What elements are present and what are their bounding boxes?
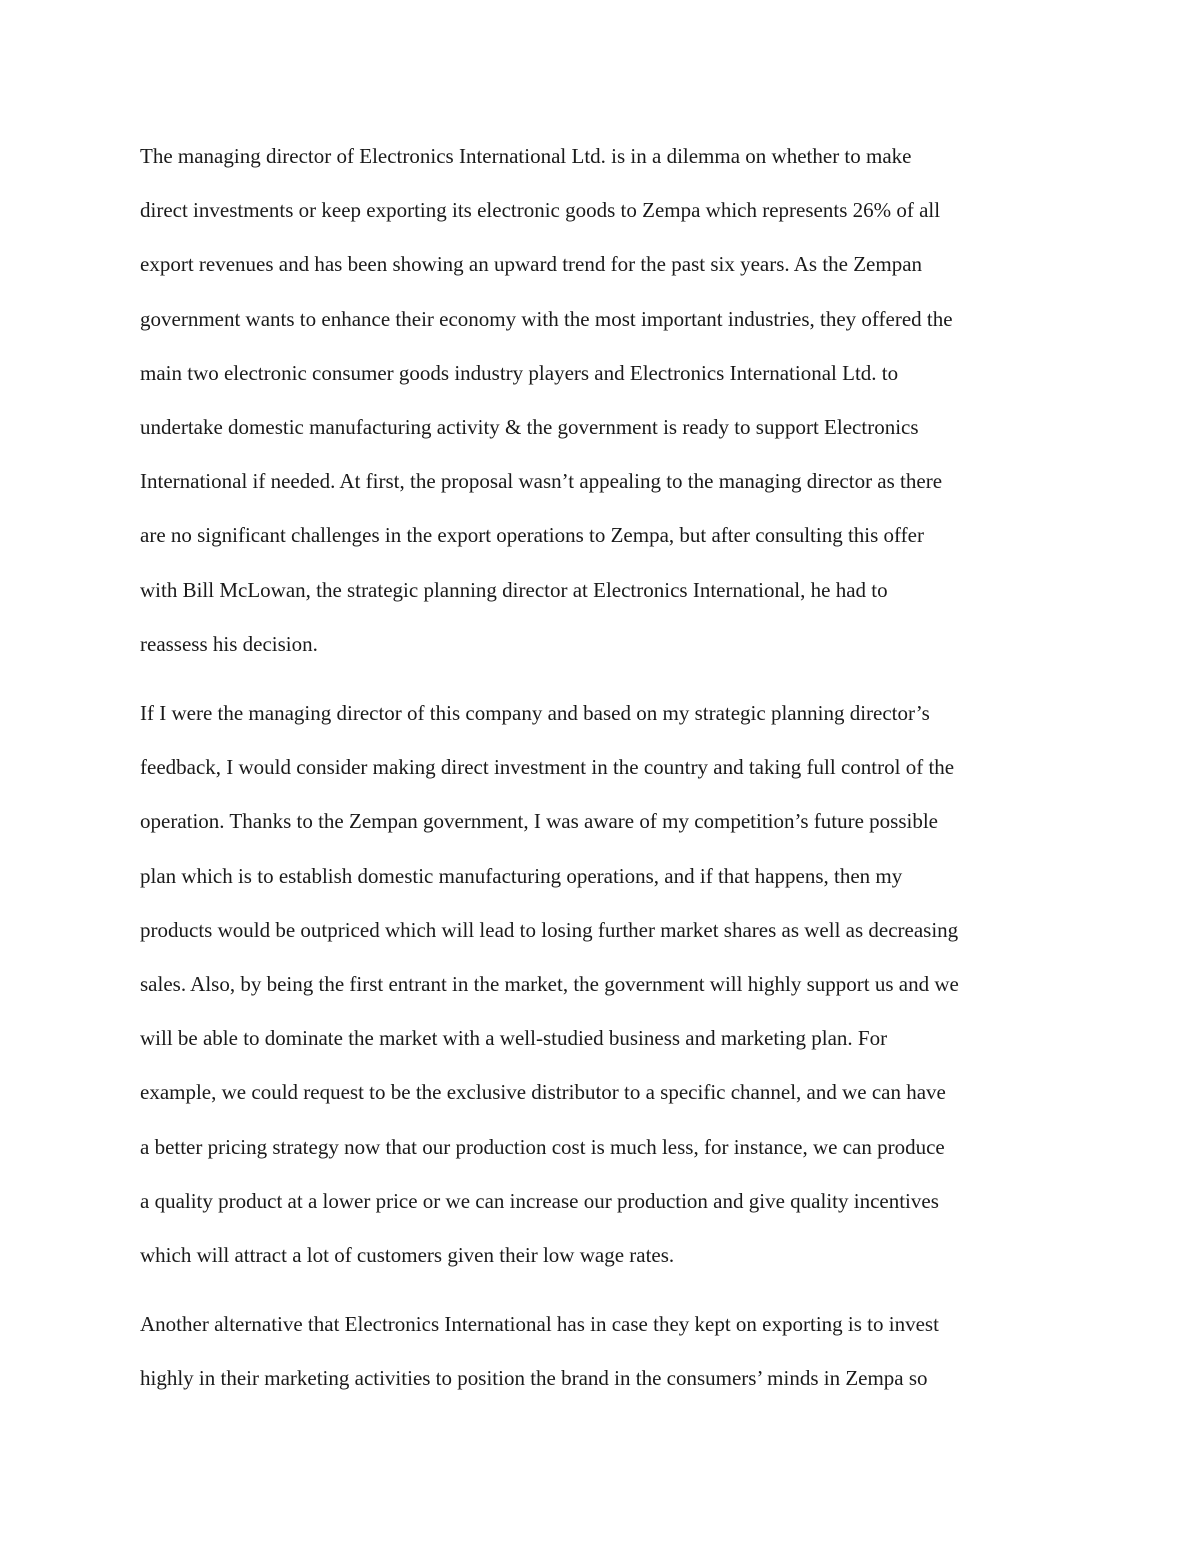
text-line: example, we could request to be the exclusive distributor to a specific channel, and we can have — [140, 1080, 946, 1105]
text-line: operation. Thanks to the Zempan government, I was aware of my competition’s future possible — [140, 809, 938, 834]
text-line: a better pricing strategy now that our production cost is much less, for instance, we can produce — [140, 1134, 945, 1159]
text-line: a quality product at a lower price or we can increase our production and give quality incentives — [140, 1188, 939, 1213]
text-line: direct investments or keep exporting its electronic goods to Zempa which represents 26% of all — [140, 198, 941, 223]
text-line: main two electronic consumer goods industry players and Electronics International Ltd. to — [140, 360, 899, 385]
text-line: International if needed. At first, the proposal wasn’t appealing to the managing director as there — [140, 469, 943, 494]
text-line: products would be outpriced which will lead to losing further market shares as well as decreasing — [140, 917, 959, 942]
paragraph-1 — [140, 129, 1070, 671]
text-line: with Bill McLowan, the strategic planning director at Electronics International, he had to — [140, 577, 888, 602]
paragraph-2 — [140, 686, 1070, 1282]
text-line: undertake domestic manufacturing activity & the government is ready to support Electronics — [140, 415, 919, 440]
text-line: will be able to dominate the market with a well-studied business and marketing plan. For — [140, 1026, 888, 1051]
paragraph-3 — [140, 1297, 1070, 1405]
text-line: are no significant challenges in the export operations to Zempa, but after consulting this offer — [140, 523, 924, 548]
text-line: reassess his decision. — [140, 631, 318, 656]
document-body — [140, 129, 1070, 1421]
text-line: The managing director of Electronics International Ltd. is in a dilemma on whether to make — [140, 144, 912, 168]
text-line: plan which is to establish domestic manufacturing operations, and if that happens, then my — [140, 863, 903, 888]
text-line: feedback, I would consider making direct investment in the country and taking full control of the — [140, 755, 955, 780]
text-line: which will attract a lot of customers given their low wage rates. — [140, 1243, 675, 1268]
text-line: If I were the managing director of this company and based on my strategic planning director’s — [140, 701, 930, 726]
text-line: government wants to enhance their economy with the most important industries, they offered the — [140, 306, 953, 331]
text-line: export revenues and has been showing an upward trend for the past six years. As the Zempan — [140, 252, 923, 277]
text-line: Another alternative that Electronics International has in case they kept on exporting is to invest — [140, 1312, 939, 1337]
text-line: sales. Also, by being the first entrant in the market, the government will highly support us and we — [140, 972, 959, 997]
text-line: highly in their marketing activities to position the brand in the consumers’ minds in Zempa so — [140, 1366, 928, 1391]
